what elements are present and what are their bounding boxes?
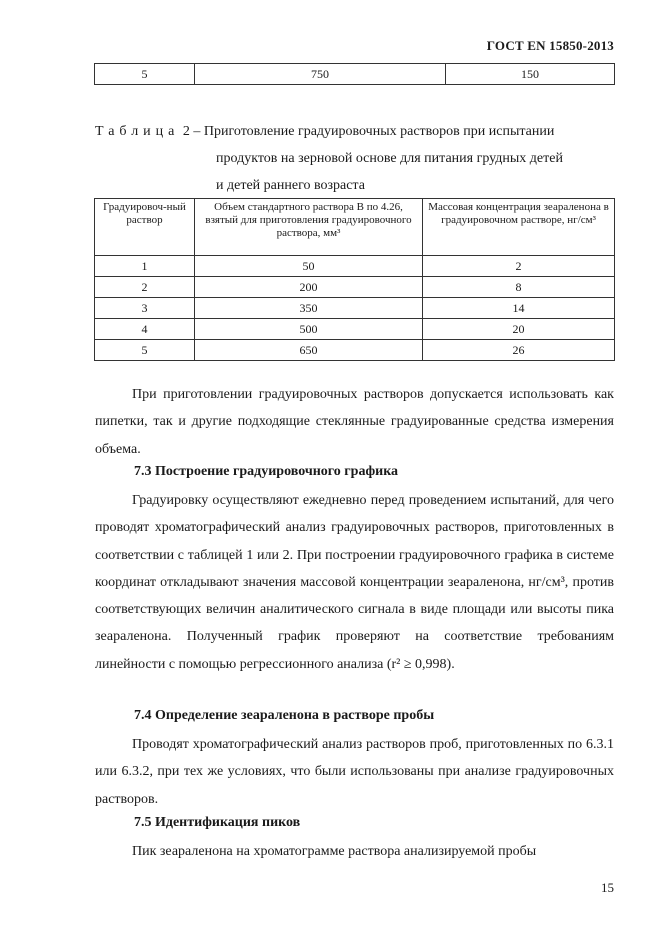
table-header-row <box>95 199 615 256</box>
table-cell: 150 <box>446 64 615 85</box>
paragraph-peak-identification: Пик зеараленона на хроматограмме раствора анализируемой пробы <box>132 844 537 859</box>
table-row <box>95 64 615 85</box>
table-row <box>95 256 615 277</box>
table-caption-line2: продуктов на зерновой основе для питания грудных детей <box>216 151 563 166</box>
table-cell: 2 <box>95 277 195 298</box>
column-header-solution: Градуировоч-ный раствор <box>95 199 195 256</box>
table-caption-line1: – Приготовление градуировочных растворов при испытании <box>193 124 555 139</box>
table-row <box>95 298 615 319</box>
table-cell: 500 <box>195 319 423 340</box>
calibration-solutions-table <box>94 198 615 361</box>
table-caption-number: 2 <box>182 124 190 139</box>
table-caption-line3: и детей раннего возраста <box>216 178 365 193</box>
table-cell: 3 <box>95 298 195 319</box>
table-cell: 350 <box>195 298 423 319</box>
document-standard-number: ГОСТ EN 15850-2013 <box>486 38 614 53</box>
table-cell: 20 <box>423 319 615 340</box>
table-cell: 8 <box>423 277 615 298</box>
page-number: 15 <box>601 880 614 895</box>
paragraph-calibration: Градуировку осуществляют ежедневно перед проведением испытаний, для чего проводят хроматографический анализ градуировочных растворов, приготовленных в соответствии с таблицей 1 или 2. При построении градуировочного графика в системе координат откладывают значения массовой концентрации зеараленона, нг/см³, против соответствующих величин аналитического сигнала в виде площади или высоты пика зеараленона. Полученный график проверяют на соответствие требованиям линейности с помощью регрессионного анализа (r² ≥ 0,998). <box>95 493 614 672</box>
column-header-concentration: Массовая концентрация зеараленона в градуировочном растворе, нг/см³ <box>423 199 615 256</box>
table-row <box>95 319 615 340</box>
table-cell: 650 <box>195 340 423 361</box>
column-header-volume: Объем стандартного раствора В по 4.26, взятый для приготовления градуировочного раствора, мм³ <box>195 199 423 256</box>
table-cell: 5 <box>95 340 195 361</box>
table-cell: 2 <box>423 256 615 277</box>
paragraph-pipettes: При приготовлении градуировочных растворов допускается использовать как пипетки, так и другие подходящие стеклянные градуированные средства измерения объема. <box>95 387 614 457</box>
previous-table-continuation <box>94 63 615 85</box>
table-cell: 4 <box>95 319 195 340</box>
section-heading-7-3: 7.3 Построение градуировочного графика <box>134 464 399 479</box>
table-cell: 5 <box>95 64 195 85</box>
table-cell: 750 <box>195 64 446 85</box>
table-cell: 14 <box>423 298 615 319</box>
table-cell: 1 <box>95 256 195 277</box>
paragraph-sample-analysis: Проводят хроматографический анализ растворов проб, приготовленных по 6.3.1 или 6.3.2, при тех же условиях, что были использованы при анализе градуировочных растворов. <box>95 737 614 807</box>
table-row <box>95 340 615 361</box>
table-2-caption <box>95 118 615 199</box>
section-heading-7-5: 7.5 Идентификация пиков <box>134 815 301 830</box>
section-heading-7-4: 7.4 Определение зеараленона в растворе пробы <box>134 708 435 723</box>
table-cell: 50 <box>195 256 423 277</box>
table-row <box>95 277 615 298</box>
table-cell: 26 <box>423 340 615 361</box>
table-caption-label: Таблица <box>95 124 180 139</box>
table-cell: 200 <box>195 277 423 298</box>
